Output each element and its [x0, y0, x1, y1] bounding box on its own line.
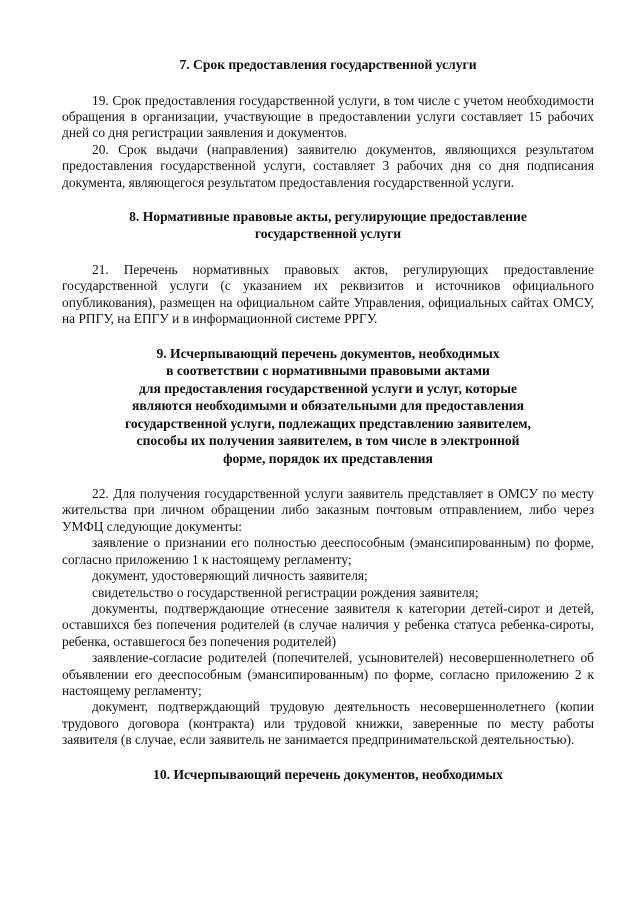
section-9-heading-line: в соответствии с нормативными правовыми актами [166, 363, 490, 379]
section-9-heading-line: являются необходимыми и обязательными для предоставления [132, 398, 524, 414]
section-7 [62, 56, 594, 191]
section-9-heading-line: для предоставления государственной услуги и услуг, которые [138, 380, 518, 396]
document-list-item: документ, удостоверяющий личность заявителя; [92, 568, 368, 584]
document-list-item: заявление-согласие родителей (попечителей, усыновителей) несовершеннолетнего об объявлении его дееспособным (эмансипированным) по форме, согласно приложению 2 к настоящему регламенту; [62, 650, 594, 698]
section-9-heading-line: способы их получения заявителем, в том числе в электронной [136, 433, 520, 449]
paragraph-20: 20. Срок выдачи (направления) заявителю документов, являющихся результатом предоставления государственной услуги, составляет 3 рабочих дня со дня подписания документа, являющегося результатом предоставления государственной услуги. [62, 141, 594, 190]
document-list-item: документ, подтверждающий трудовую деятельность несовершеннолетнего (копии трудового договора (контракта) или трудовой книжки, заверенные по месту работы заявителя (в случае, если заявитель не занимается предпринимательской деятельностью). [62, 699, 594, 748]
section-9-heading-line: форме, порядок их представления [223, 450, 433, 466]
section-7-heading: 7. Срок предоставления государственной услуги [179, 57, 477, 72]
document-list-item: документы, подтверждающие отнесение заявителя к категории детей-сирот и детей, оставшихся без попечения родителей (в случае наличия у ребенка статуса ребенка-сироты, ребенка, оставшегося без попечения родителей) [62, 600, 594, 649]
section-9-heading-line: государственной услуги, подлежащих представлению заявителем, [125, 415, 531, 431]
section-8-heading-line: государственной услуги [254, 226, 402, 242]
document-list-item: свидетельство о государственной регистрации рождения заявителя; [92, 584, 479, 600]
section-8 [62, 208, 594, 328]
paragraph-22: 22. Для получения государственной услуги заявитель представляет в ОМСУ по месту жительства при личном обращении либо заказным почтовым отправлением, либо через УМФЦ следующие документы: [62, 486, 594, 534]
section-8-heading-line: 8. Нормативные правовые акты, регулирующие предоставление [129, 208, 527, 224]
section-10 [62, 766, 594, 784]
section-9 [62, 345, 594, 749]
document-list-item: заявление о признании его полностью дееспособным (эмансипированным) по форме, согласно приложению 1 к настоящему регламенту; [62, 535, 594, 567]
section-10-heading: 10. Исчерпывающий перечень документов, необходимых [153, 766, 503, 782]
paragraph-19: 19. Срок предоставления государственной услуги, в том числе с учетом необходимости обращения в организации, участвующие в предоставлении услуги составляет 15 рабочих дней со дня регистрации заявления и документов. [62, 92, 594, 141]
section-9-heading-line: 9. Исчерпывающий перечень документов, необходимых [156, 345, 500, 361]
paragraph-21: 21. Перечень нормативных правовых актов, регулирующих предоставление государственной услуги (с указанием их реквизитов и источников официального опубликования), размещен на официальном сайте Управления, официальных сайтах ОМСУ, на РПГУ, на ЕПГУ и в информационной системе РРГУ. [62, 261, 594, 327]
